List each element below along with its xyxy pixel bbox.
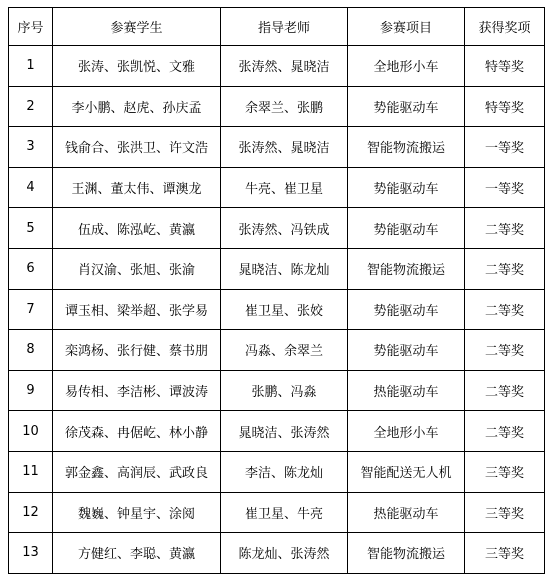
- cell-students: 伍成、陈泓屹、黄瀛: [53, 208, 221, 249]
- cell-project: 全地形小车: [348, 46, 465, 87]
- cell-students: 王渊、董太伟、谭澳龙: [53, 167, 221, 208]
- header-index: 序号: [9, 8, 53, 46]
- cell-award: 二等奖: [465, 370, 545, 411]
- cell-index: 9: [9, 370, 53, 411]
- cell-advisors: 晁晓洁、陈龙灿: [221, 248, 348, 289]
- cell-index: 3: [9, 127, 53, 168]
- cell-advisors: 余翠兰、张鹏: [221, 86, 348, 127]
- cell-index: 4: [9, 167, 53, 208]
- cell-project: 智能物流搬运: [348, 248, 465, 289]
- cell-index: 2: [9, 86, 53, 127]
- cell-advisors: 李洁、陈龙灿: [221, 451, 348, 492]
- table-row: [9, 86, 545, 127]
- cell-advisors: 张涛然、晁晓洁: [221, 127, 348, 168]
- cell-project: 全地形小车: [348, 411, 465, 452]
- awards-table: [8, 7, 545, 574]
- cell-project: 势能驱动车: [348, 289, 465, 330]
- cell-index: 10: [9, 411, 53, 452]
- header-row: [9, 8, 545, 46]
- cell-students: 谭玉相、梁举超、张学易: [53, 289, 221, 330]
- table-row: [9, 451, 545, 492]
- cell-students: 钱俞合、张洪卫、许文浩: [53, 127, 221, 168]
- table-row: [9, 167, 545, 208]
- cell-advisors: 崔卫星、张姣: [221, 289, 348, 330]
- cell-award: 二等奖: [465, 289, 545, 330]
- cell-advisors: 陈龙灿、张涛然: [221, 533, 348, 574]
- cell-project: 热能驱动车: [348, 370, 465, 411]
- cell-project: 智能物流搬运: [348, 533, 465, 574]
- cell-project: 势能驱动车: [348, 167, 465, 208]
- cell-award: 一等奖: [465, 167, 545, 208]
- cell-award: 一等奖: [465, 127, 545, 168]
- cell-award: 三等奖: [465, 533, 545, 574]
- table-row: [9, 289, 545, 330]
- cell-award: 二等奖: [465, 330, 545, 371]
- cell-students: 栾鸿杨、张行健、蔡书朋: [53, 330, 221, 371]
- cell-students: 方健红、李聪、黄瀛: [53, 533, 221, 574]
- cell-project: 智能物流搬运: [348, 127, 465, 168]
- cell-project: 势能驱动车: [348, 208, 465, 249]
- cell-award: 三等奖: [465, 492, 545, 533]
- cell-index: 5: [9, 208, 53, 249]
- cell-students: 张涛、张凯悦、文雅: [53, 46, 221, 87]
- table-row: [9, 330, 545, 371]
- header-students: 参赛学生: [53, 8, 221, 46]
- cell-award: 特等奖: [465, 46, 545, 87]
- header-project: 参赛项目: [348, 8, 465, 46]
- cell-students: 魏巍、钟星宇、涂阅: [53, 492, 221, 533]
- cell-advisors: 张涛然、晁晓洁: [221, 46, 348, 87]
- table-row: [9, 492, 545, 533]
- cell-advisors: 张鹏、冯淼: [221, 370, 348, 411]
- cell-project: 势能驱动车: [348, 86, 465, 127]
- cell-advisors: 牛亮、崔卫星: [221, 167, 348, 208]
- cell-project: 智能配送无人机: [348, 451, 465, 492]
- cell-index: 8: [9, 330, 53, 371]
- cell-index: 11: [9, 451, 53, 492]
- cell-project: 势能驱动车: [348, 330, 465, 371]
- cell-award: 二等奖: [465, 411, 545, 452]
- table-row: [9, 248, 545, 289]
- cell-advisors: 冯淼、余翠兰: [221, 330, 348, 371]
- table-row: [9, 370, 545, 411]
- cell-index: 1: [9, 46, 53, 87]
- cell-students: 李小鹏、赵虎、孙庆孟: [53, 86, 221, 127]
- cell-students: 肖汉渝、张旭、张渝: [53, 248, 221, 289]
- cell-index: 13: [9, 533, 53, 574]
- cell-award: 二等奖: [465, 208, 545, 249]
- table-row: [9, 411, 545, 452]
- cell-project: 热能驱动车: [348, 492, 465, 533]
- cell-advisors: 崔卫星、牛亮: [221, 492, 348, 533]
- cell-advisors: 张涛然、冯铁成: [221, 208, 348, 249]
- cell-award: 二等奖: [465, 248, 545, 289]
- table-row: [9, 46, 545, 87]
- header-award: 获得奖项: [465, 8, 545, 46]
- table-row: [9, 208, 545, 249]
- cell-index: 7: [9, 289, 53, 330]
- cell-advisors: 晁晓洁、张涛然: [221, 411, 348, 452]
- cell-students: 易传相、李洁彬、谭波涛: [53, 370, 221, 411]
- cell-award: 三等奖: [465, 451, 545, 492]
- table-row: [9, 533, 545, 574]
- cell-students: 徐茂森、冉倨屹、林小静: [53, 411, 221, 452]
- cell-index: 6: [9, 248, 53, 289]
- cell-award: 特等奖: [465, 86, 545, 127]
- table-row: [9, 127, 545, 168]
- header-advisors: 指导老师: [221, 8, 348, 46]
- cell-students: 郭金鑫、高润辰、武政良: [53, 451, 221, 492]
- table-body: [9, 46, 545, 574]
- cell-index: 12: [9, 492, 53, 533]
